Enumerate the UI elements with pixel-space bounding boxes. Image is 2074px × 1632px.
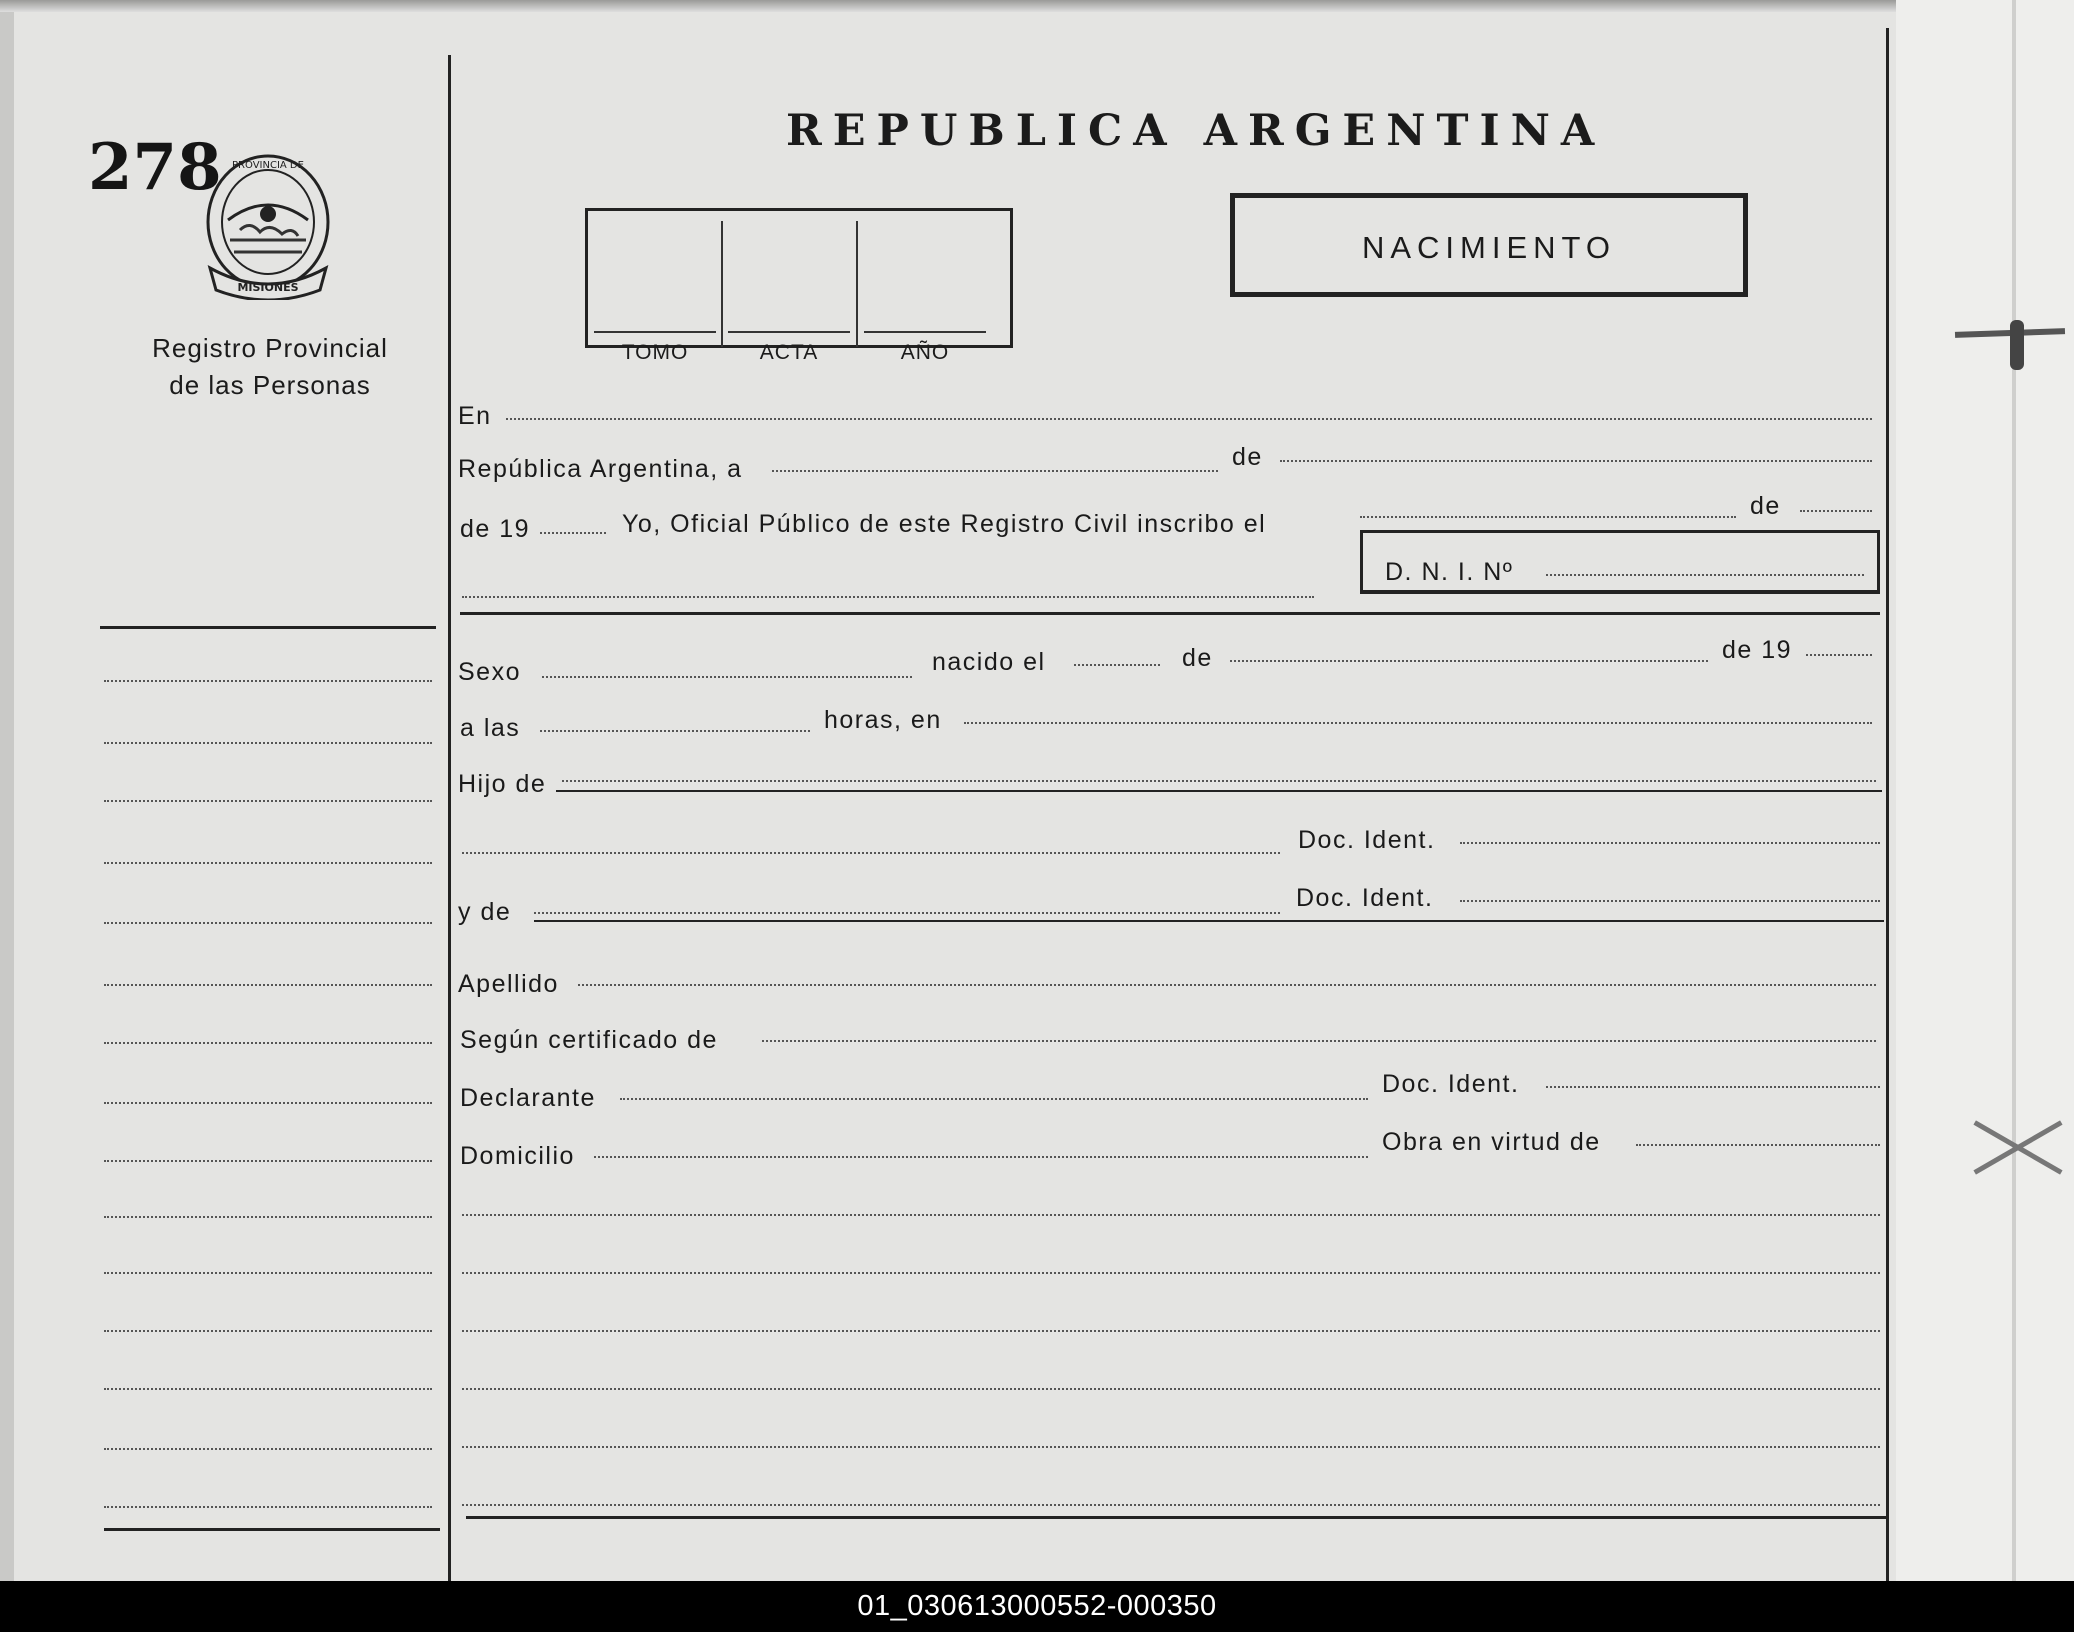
field-sexo [542, 676, 912, 678]
image-code: 01_030613000552-000350 [0, 1581, 2074, 1632]
binding-line [2012, 0, 2016, 1581]
label-de-3: de [1182, 644, 1213, 672]
label-republica: República Argentina, a [458, 455, 743, 483]
staple-top-head [2010, 320, 2024, 370]
field-anio-2 [1806, 654, 1872, 656]
register-box [585, 208, 1013, 364]
field-doc-ident-2 [1460, 900, 1880, 902]
label-declarante: Declarante [460, 1084, 596, 1112]
section-rule-1 [460, 612, 1880, 615]
label-de19-1: de 19 [460, 515, 531, 543]
margin-dots-12 [104, 1330, 432, 1332]
field-apellido [578, 984, 1876, 986]
margin-dots-8 [104, 1102, 432, 1104]
seal-top-text: PROVINCIA DE [232, 160, 304, 171]
acta-cell [728, 223, 850, 364]
field-nacido-mes [1230, 660, 1708, 662]
record-type-box [1230, 193, 1748, 297]
page-top-edge [0, 0, 2074, 12]
margin-dots-4 [104, 862, 432, 864]
acta-label: ACTA [759, 341, 819, 364]
field-padre [562, 780, 1876, 782]
label-apellido: Apellido [458, 970, 559, 998]
label-domicilio: Domicilio [460, 1142, 575, 1170]
register-separator-1 [721, 221, 723, 347]
register-separator-2 [856, 221, 858, 347]
margin-dots-5 [104, 922, 432, 924]
field-nombre-inscripto [462, 596, 1314, 598]
field-doc-ident-3 [1546, 1086, 1880, 1088]
label-hijo-de: Hijo de [458, 770, 547, 798]
margin-rule-top [100, 626, 436, 629]
notes-line-4 [462, 1388, 1880, 1390]
notes-line-6 [462, 1504, 1880, 1506]
label-nacido-el: nacido el [932, 648, 1046, 676]
margin-dots-7 [104, 1042, 432, 1044]
binding-strip [1896, 0, 2074, 1581]
field-en [506, 418, 1872, 420]
notes-line-1 [462, 1214, 1880, 1216]
margin-dots-14 [104, 1448, 432, 1450]
registry-line2: de las Personas [169, 370, 371, 400]
label-sexo: Sexo [458, 658, 521, 686]
notes-line-3 [462, 1330, 1880, 1332]
label-y-de: y de [458, 898, 512, 926]
field-declarante [620, 1098, 1368, 1100]
field-nacido-dia [1074, 664, 1160, 666]
margin-dots-13 [104, 1388, 432, 1390]
margin-dots-6 [104, 984, 432, 986]
tomo-cell [594, 223, 716, 364]
label-de-1: de [1232, 443, 1263, 471]
registry-line1: Registro Provincial [152, 333, 388, 363]
right-border [1886, 28, 1889, 1581]
margin-dots-15 [104, 1506, 432, 1508]
label-doc-ident-2: Doc. Ident. [1296, 884, 1434, 912]
label-en: En [458, 402, 492, 430]
margin-dots-10 [104, 1216, 432, 1218]
notes-line-2 [462, 1272, 1880, 1274]
label-a-las: a las [460, 714, 521, 742]
field-doc-ident-1 [1460, 842, 1880, 844]
field-domicilio [594, 1156, 1368, 1158]
field-certificado [762, 1040, 1876, 1042]
record-type: NACIMIENTO [1361, 230, 1617, 265]
margin-rule-bottom [104, 1528, 440, 1531]
label-segun: Según certificado de [460, 1026, 718, 1054]
field-padre-2 [462, 852, 1280, 854]
field-mes [1280, 460, 1872, 462]
page-number: 278 [88, 130, 222, 205]
province-seal-icon [200, 150, 336, 300]
label-doc-ident-1: Doc. Ident. [1298, 826, 1436, 854]
field-dni [1546, 574, 1864, 576]
label-dni: D. N. I. Nº [1385, 558, 1514, 586]
field-madre [534, 912, 1280, 914]
registry-name [120, 330, 420, 404]
field-anio-1 [540, 532, 606, 534]
label-doc-ident-3: Doc. Ident. [1382, 1070, 1520, 1098]
label-de-2: de [1750, 492, 1781, 520]
page-title: REPUBLICA ARGENTINA [786, 106, 1606, 156]
field-dia [772, 470, 1218, 472]
label-obra: Obra en virtud de [1382, 1128, 1601, 1156]
notes-line-5 [462, 1446, 1880, 1448]
seal-bottom-text: MISIONES [237, 281, 299, 294]
margin-dots-9 [104, 1160, 432, 1162]
margin-dots-11 [104, 1272, 432, 1274]
label-yo-oficial: Yo, Oficial Público de este Registro Civil inscribo el [622, 510, 1267, 538]
ano-cell [864, 223, 986, 364]
rule-y-de [534, 920, 1884, 922]
margin-dots-1 [104, 680, 432, 682]
field-inscribo [1360, 516, 1736, 518]
field-hora [540, 730, 810, 732]
field-lugar-nacimiento [964, 722, 1872, 724]
margin-dots-2 [104, 742, 432, 744]
label-horas-en: horas, en [824, 706, 942, 734]
label-de19-2: de 19 [1722, 636, 1793, 664]
rule-hijo-de [556, 790, 1882, 792]
left-column-border [448, 55, 451, 1581]
margin-dots-3 [104, 800, 432, 802]
tomo-label: TOMO [621, 341, 689, 364]
bottom-rule [466, 1516, 1886, 1519]
ano-label: AÑO [900, 341, 950, 364]
field-de-2 [1800, 510, 1872, 512]
field-obra [1636, 1144, 1880, 1146]
